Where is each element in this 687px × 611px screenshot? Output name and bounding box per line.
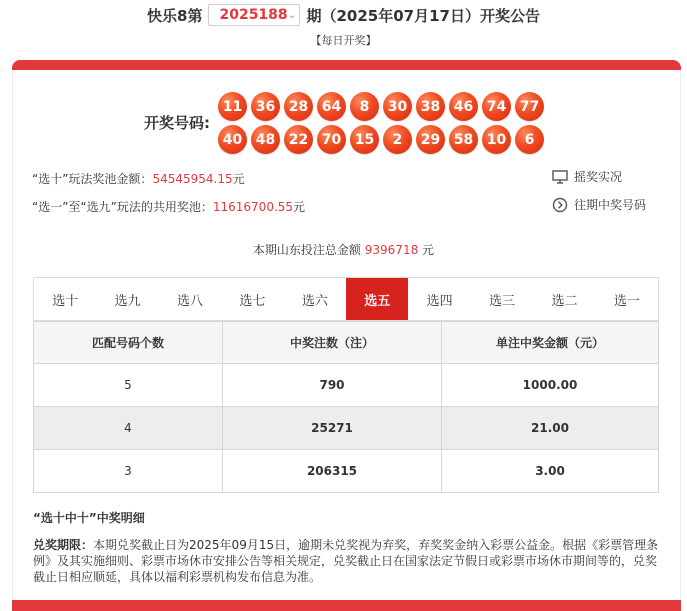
number-ball: 30 <box>383 92 412 121</box>
number-ball: 48 <box>251 125 280 154</box>
number-ball: 46 <box>449 92 478 121</box>
prize-amount-cell: 21.00 <box>442 407 659 450</box>
tab-3[interactable]: 选八 <box>177 293 204 309</box>
live-draw-label: 摇奖实况 <box>574 170 623 184</box>
number-ball: 11 <box>218 92 247 121</box>
number-ball: 28 <box>284 92 313 121</box>
panel-bottom-bar <box>12 600 681 611</box>
tab-9[interactable]: 选二 <box>551 293 578 309</box>
notice-label: 兑奖期限： <box>33 538 94 552</box>
number-ball: 8 <box>350 92 379 121</box>
pool-shared <box>32 198 305 215</box>
number-ball: 40 <box>218 125 247 154</box>
pool-shared-unit: 元 <box>293 200 306 214</box>
number-ball: 58 <box>449 125 478 154</box>
number-ball: 15 <box>350 125 379 154</box>
draw-numbers <box>218 92 548 154</box>
pool-select10-unit: 元 <box>232 172 245 186</box>
issue-select[interactable] <box>208 4 300 26</box>
tab-10[interactable]: 选一 <box>613 293 640 309</box>
match-count-cell: 4 <box>34 407 223 450</box>
number-ball: 10 <box>482 125 511 154</box>
redemption-notice <box>33 537 663 585</box>
total-bet-label: 本期山东投注总金额 <box>252 243 361 257</box>
issue-value: 2025188 <box>219 7 288 23</box>
select10-detail-title: “选十中十”中奖明细 <box>33 511 145 525</box>
tab-4[interactable]: 选七 <box>239 293 266 309</box>
winner-count-cell: 25271 <box>223 407 442 450</box>
number-ball: 64 <box>317 92 346 121</box>
prize-amount-cell: 3.00 <box>442 450 659 493</box>
number-ball: 2 <box>383 125 412 154</box>
tab-6[interactable]: 选五 <box>346 278 408 320</box>
number-ball: 6 <box>515 125 544 154</box>
tab-5[interactable]: 选六 <box>301 293 328 309</box>
match-count-cell: 3 <box>34 450 223 493</box>
title-suffix: 期（2025年07月17日）开奖公告 <box>306 6 540 25</box>
monitor-icon <box>552 170 568 184</box>
chevron-down-icon: ⌄ <box>287 9 297 21</box>
history-label: 往期中奖号码 <box>574 198 647 212</box>
number-ball: 22 <box>284 125 313 154</box>
table-row <box>34 407 659 450</box>
tab-7[interactable]: 选四 <box>426 293 453 309</box>
prize-table <box>33 321 659 493</box>
match-count-cell: 5 <box>34 364 223 407</box>
number-ball: 29 <box>416 125 445 154</box>
table-row <box>34 364 659 407</box>
draw-numbers-label: 开奖号码: <box>144 114 210 132</box>
col-prize-amount: 单注中奖金额（元） <box>442 322 659 364</box>
number-ball: 70 <box>317 125 346 154</box>
total-bet-amount <box>0 241 687 258</box>
notice-text: 本期兑奖截止日为2025年09月15日，逾期未兑奖视为弃奖，弃奖奖金纳入彩票公益金。根据《彩票管理条例》及其实施细则、彩票市场休市安排公告等相关规定，兑奖截止日在国家法定节假日或彩票市场休市期间等的，兑奖截止日相应顺延，具体以福利彩票机构发布信息为准。 <box>33 538 659 584</box>
play-type-tabs <box>33 277 659 321</box>
live-draw-link[interactable] <box>552 168 622 185</box>
total-bet-unit: 元 <box>422 243 435 257</box>
number-ball: 38 <box>416 92 445 121</box>
winner-count-cell: 790 <box>223 364 442 407</box>
arrow-circle-icon <box>552 197 568 213</box>
prize-amount-cell: 1000.00 <box>442 364 659 407</box>
winner-count-cell: 206315 <box>223 450 442 493</box>
pool-shared-value: 11616700.55 <box>212 200 294 214</box>
total-bet-value: 9396718 <box>364 243 419 257</box>
prize-table-header <box>34 322 659 364</box>
tab-8[interactable]: 选三 <box>489 293 516 309</box>
number-ball: 36 <box>251 92 280 121</box>
daily-draw-tag: 【每日开奖】 <box>310 34 377 47</box>
pool-select10 <box>32 170 245 187</box>
announcement-title <box>0 4 687 26</box>
pool-select10-label: “选十”玩法奖池金额： <box>32 172 153 186</box>
tab-2[interactable]: 选九 <box>114 293 141 309</box>
pool-shared-label: “选一”至“选九”玩法的共用奖池： <box>32 200 213 214</box>
col-match-count: 匹配号码个数 <box>34 322 223 364</box>
col-winner-count: 中奖注数（注） <box>223 322 442 364</box>
tab-1[interactable]: 选十 <box>52 293 79 309</box>
number-ball: 74 <box>482 92 511 121</box>
title-prefix: 快乐8第 <box>147 6 203 25</box>
pool-select10-value: 54545954.15 <box>152 172 233 186</box>
history-link[interactable] <box>552 196 646 213</box>
number-ball: 77 <box>515 92 544 121</box>
table-row <box>34 450 659 493</box>
